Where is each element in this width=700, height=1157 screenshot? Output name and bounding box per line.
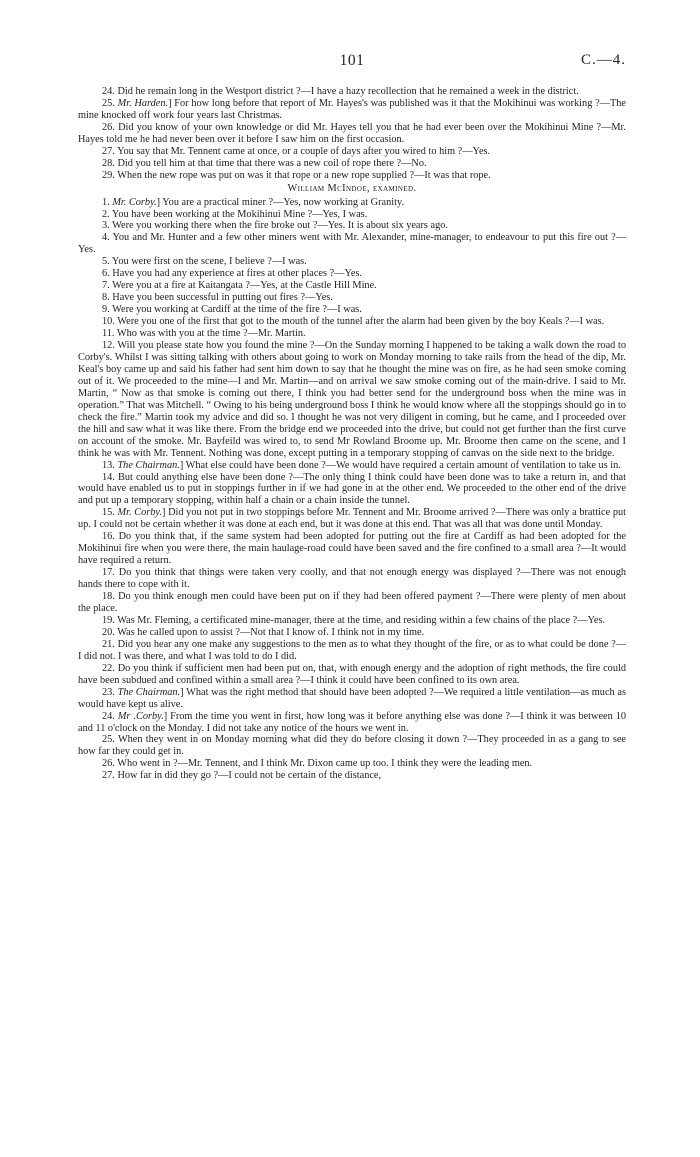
question-number: 23. [102, 686, 115, 698]
question-paragraph: 17. Do you think that things were taken very coolly, and that not enough energy was displayed ?—There was not enough hands there to cope with it. [78, 567, 626, 591]
witness-heading: William McIndoe, examined. [287, 182, 417, 194]
question-paragraph: 19. Was Mr. Fleming, a certificated mine-manager, there at the time, and residing within a few chains of the place ?—Yes. [102, 614, 606, 626]
question-number: 24. [102, 710, 115, 722]
question-number: 15. [102, 507, 115, 519]
question-paragraph: 7. Were you at a fire at Kaitangata ?—Yes, at the Castle Hill Mine. [102, 280, 377, 292]
question-text: What was the right method that should have been adopted ?—We required a little ventilation—as much as would have kept us alive. [78, 686, 626, 710]
page-body [78, 86, 626, 782]
question-paragraph: 10. Were you one of the first that got to the mouth of the tunnel after the alarm had been given by the boy Keals ?—I was. [102, 316, 605, 328]
speaker-name: The Chairman. [117, 459, 180, 471]
question-paragraph: 9. Were you working at Cardiff at the time of the fire ?—I was. [102, 304, 362, 316]
question-number: 13. [102, 459, 115, 471]
question-paragraph: 3. Were you working there when the fire broke out ?—Yes. It is about six years ago. [102, 220, 448, 232]
question-paragraph: 24. Did he remain long in the Westport district ?—I have a hazy recollection that he remained a week in the district. [102, 86, 579, 97]
speaker-name: Mr. Corby. [117, 507, 162, 519]
question-paragraph: 29. When the new rope was put on was it that rope or a new rope supplied ?—It was that rope. [102, 169, 491, 181]
question-paragraph: 24. Mr .Corby.] From the time you went in first, how long was it before anything else was done ?—I think it was between 10 and 11 o'clock on the Monday. I did not take any notice of the hours we went in. [78, 710, 626, 734]
question-paragraph: 6. Have you had any experience at fires at other places ?—Yes. [102, 268, 362, 280]
question-paragraph: 16. Do you think that, if the same system had been adopted for putting out the fire at Cardiff as had been adopted for the Mokihinui fire when you were there, the main haulage-road could have been saved and the fire confined to a small area ?—It would have required a return. [78, 531, 626, 567]
question-text: Did you not put in two stoppings before Mr. Tennent and Mr. Broome arrived ?—There was only a brattice put up. I could not be certain whether it was done at each end, but it was done at this end. That was all that was done until Monday. [78, 507, 627, 531]
question-paragraph: 26. Who went in ?—Mr. Tennent, and I think Mr. Dixon came up too. I think they were the leading men. [102, 758, 533, 770]
question-paragraph: 2. You have been working at the Mokihinui Mine ?—Yes, I was. [102, 208, 368, 220]
question-paragraph: 5. You were first on the scene, I believe ?—I was. [102, 256, 307, 268]
question-number: 25. [102, 97, 115, 109]
question-paragraph: 13. The Chairman.] What else could have been done ?—We would have required a certain amount of ventilation to take us in. [102, 459, 621, 471]
question-text: For how long before that report of Mr. Hayes's was published was it that the Mokihinui was working ?—The mine knocked off work four years last Christmas. [78, 97, 626, 121]
question-paragraph: 27. You say that Mr. Tennent came at once, or a couple of days after you wired to him ?—Yes. [102, 145, 491, 157]
question-paragraph: 8. Have you been successful in putting out fires ?—Yes. [102, 292, 333, 304]
question-text: From the time you went in first, how long was it before anything else was done ?—I think it was between 10 and 11 o'clock on the Monday. I did not take any notice of the hours we went in. [78, 710, 626, 734]
question-text: What else could have been done ?—We would have required a certain amount of ventilation to take us in. [185, 459, 621, 471]
question-paragraph: 22. Do you think if sufficient men had been put on, that, with enough energy and the adoption of right methods, the fire could have been subdued and confined within a small area ?—I think it could have been confined to its own area. [78, 662, 626, 686]
speaker-name: Mr .Corby. [117, 710, 164, 722]
speaker-name: Mr. Harden. [117, 97, 169, 109]
speaker-name: The Chairman. [117, 686, 181, 698]
question-paragraph: 11. Who was with you at the time ?—Mr. Martin. [102, 328, 306, 340]
question-number: 1. [102, 196, 110, 208]
question-paragraph: 23. The Chairman.] What was the right method that should have been adopted ?—We required a little ventilation—as much as would have kept us alive. [78, 686, 626, 710]
question-paragraph: 21. Did you hear any one make any suggestions to the men as to what they thought of the fire, or as to what could be done ?—I did not. I was there, and what I was told to do I did. [78, 638, 626, 662]
question-paragraph: 18. Do you think enough men could have been put on if they had been offered payment ?—There were plenty of men about the place. [78, 591, 626, 614]
question-paragraph: 25. Mr. Harden.] For how long before that report of Mr. Hayes's was published was it that the Mokihinui was working ?—The mine knocked off work four years last Christmas. [78, 97, 626, 121]
question-paragraph: 28. Did you tell him at that time that there was a new coil of rope there ?—No. [102, 157, 427, 169]
speaker-name: Mr. Corby. [112, 196, 157, 208]
question-paragraph: 4. You and Mr. Hunter and a few other miners went with Mr. Alexander, mine-manager, to endeavour to put this fire out ?—Yes. [78, 232, 626, 256]
question-paragraph: 20. Was he called upon to assist ?—Not that I know of. I think not in my time. [102, 626, 425, 638]
question-paragraph: 1. Mr. Corby.] You are a practical miner ?—Yes, now working at Granity. [102, 196, 405, 208]
question-text: You are a practical miner ?—Yes, now working at Granity. [162, 196, 405, 208]
document-reference: C.—4. [580, 52, 626, 68]
question-paragraph: 14. But could anything else have been done ?—The only thing I think could have been done was to take a return in, and that would have enabled us to put in stoppings further in if we had gone in at the other end. We proceeded to the other end of the drive and put up a temporary stopping, within half a chain or a chain inside the tunnel. [78, 471, 626, 507]
page-header [78, 52, 626, 72]
question-paragraph: 26. Did you know of your own knowledge or did Mr. Hayes tell you that he had ever been over the Mokihinui Mine ?—Mr. Hayes told me he had never been over it before I saw him on the first occasion. [78, 121, 626, 145]
question-paragraph: 27. How far in did they go ?—I could not be certain of the distance, [102, 770, 382, 782]
page-number: 101 [339, 52, 365, 69]
question-paragraph: 25. When they went in on Monday morning what did they do before closing it down ?—They proceeded in as a gang to see how far they could get in. [78, 734, 626, 758]
question-paragraph: 15. Mr. Corby.] Did you not put in two stoppings before Mr. Tennent and Mr. Broome arrived ?—There was only a brattice put up. I could not be certain whether it was done at each end, but it was done at this end. That was all that was done until Monday. [78, 507, 627, 531]
question-paragraph: 12. Will you please state how you found the mine ?—On the Sunday morning I happened to be taking a walk down the road to Corby's. Whilst I was sitting talking with others about going to work on Monday morning to take rails from the head of the dip, Mr. Keal's boy came up and said his father had sent him down to say that he thought the mine was on fire, as he had seen smoke coming out of it. We proceeded to the mine—I and Mr. Martin—and on arrival we saw smoke coming out of the main-drive. I said to Mr. Martin, “ Now as that smoke is coming out there, I think you had better send for the underground boss when the mine was in operation.” That was Mitchell. “ Owing to his being underground boss I think he would know where all the stoppings should go in to check the fire.” Martin took my advice and did so. I thought he was not very diligent in coming, but he came, and I proceeded over the hill and saw what it was like there. From the bridge end we proceeded into the drive, but could not get further than the first curve on account of the smoke. Mr. Bayfeild was wired to, to send Mr Rowland Broome up. Mr. Broome then came on the scene, and I think he was with Mr. Tennent. Nothing was done, except putting in a temporary stopping of canvas on the side next to the bridge. [78, 340, 626, 459]
